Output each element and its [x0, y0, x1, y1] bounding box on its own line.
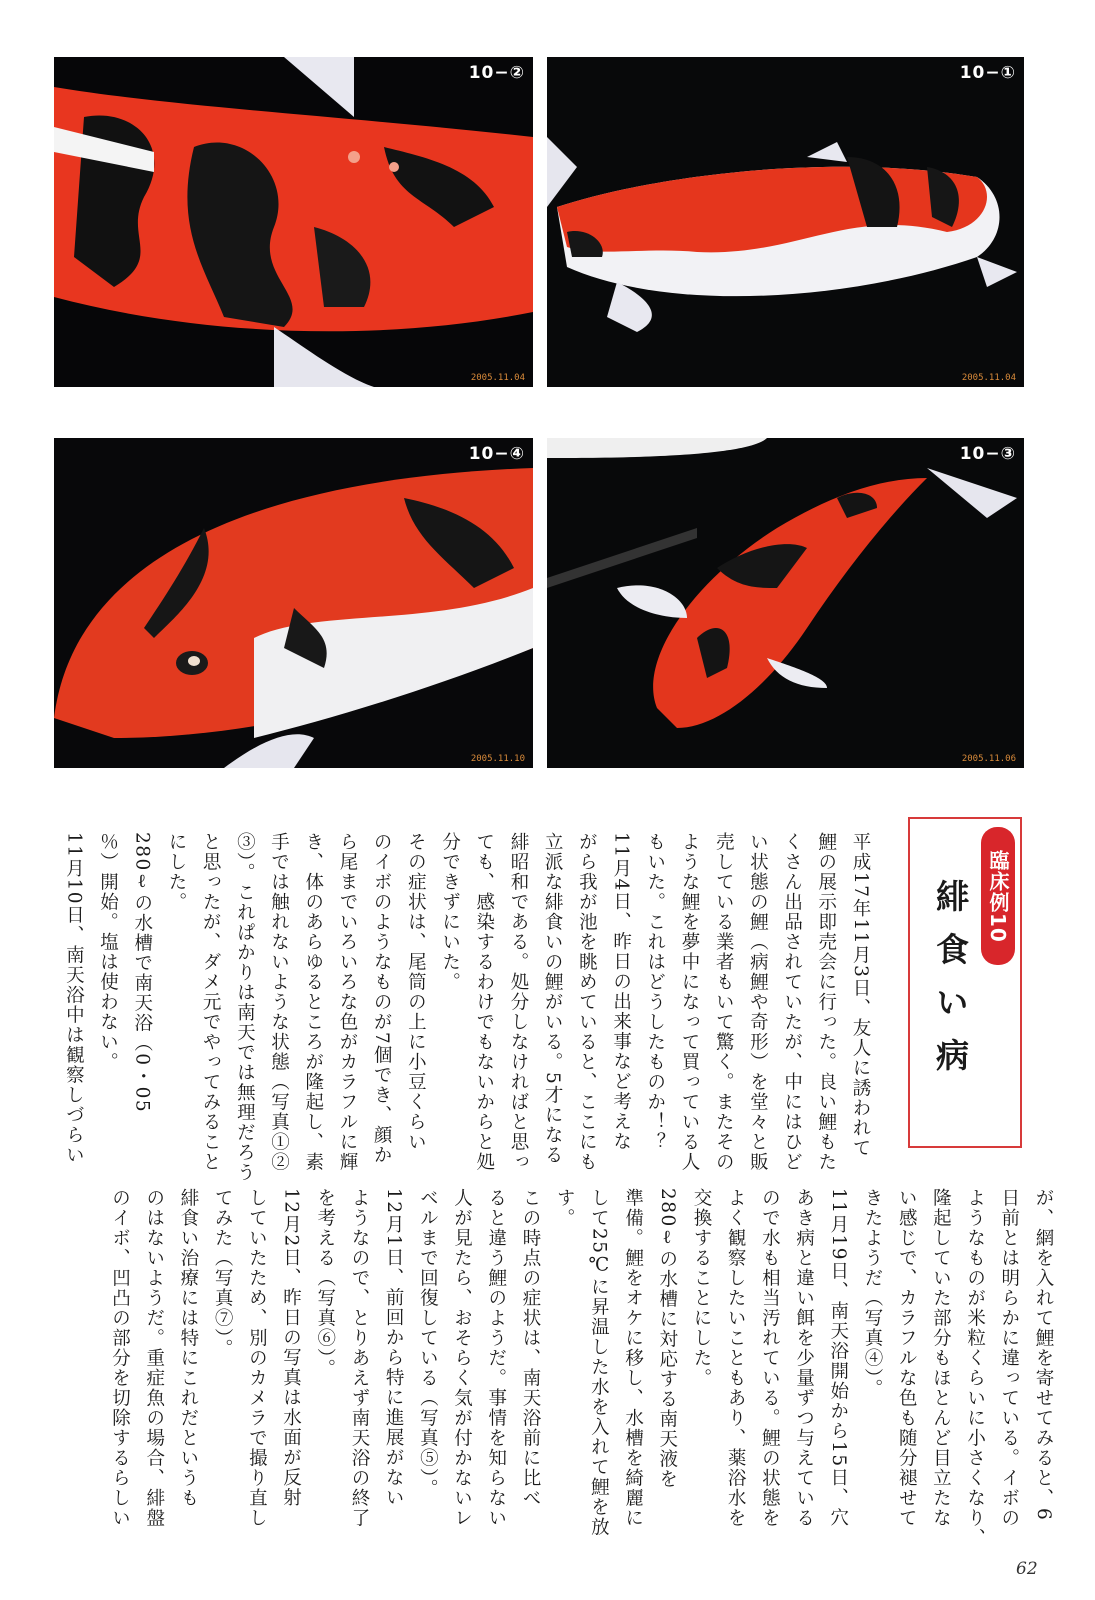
text-line: 11月4日、昨日の出来事など考えな	[610, 832, 632, 1152]
koi-photo-10-1	[547, 57, 1024, 387]
photo-date: 2005.11.06	[961, 754, 1016, 764]
photo-date: 2005.11.04	[961, 373, 1016, 383]
text-line: 日前とは明らかに違っている。イボの	[998, 1188, 1020, 1528]
text-line: と思ったが、ダメ元でやってみること	[200, 832, 222, 1172]
photo-label: 10−④	[468, 444, 525, 464]
text-line: のイボのようなものが7個でき、顔か	[371, 832, 393, 1166]
text-line: 280ℓの水槽で南天浴（0・05	[131, 832, 153, 1114]
koi-full-body-image	[547, 57, 1024, 387]
text-line: が、網を入れて鯉を寄せてみると、6	[1033, 1188, 1054, 1522]
koi-head-image	[54, 438, 533, 768]
text-line: ③）。これぱかりは南天では無理だろう	[234, 832, 256, 1183]
text-line: い状態の鯉（病鯉や奇形）を堂々と販	[747, 832, 769, 1172]
text-line: ような鯉を夢中になって買っている人	[678, 832, 700, 1172]
body-text-lower	[109, 1188, 1060, 1548]
text-line: あき病と違い餌を少量ずつ与えている	[793, 1188, 815, 1528]
text-line: 緋食い治療には特にこれだというも	[177, 1188, 199, 1508]
text-line: ると違う鯉のようだ。事情を知らない	[485, 1188, 507, 1528]
text-line: のはないようだ。重症魚の場合、緋盤	[143, 1188, 165, 1528]
text-line: 緋昭和である。処分しなければと思っ	[507, 832, 529, 1172]
text-line: 人が見たら、おそらく気が付かないレ	[451, 1188, 473, 1528]
photo-date: 2005.11.10	[470, 754, 525, 764]
case-title-box	[908, 817, 1022, 1148]
text-line: 交換することにした。	[690, 1188, 712, 1388]
text-line: を考える（写真⑥）。	[314, 1188, 336, 1379]
text-line: てみた（写真⑦）。	[212, 1188, 234, 1359]
text-line: ベルまで回復している（写真⑤）。	[417, 1188, 439, 1499]
text-line: 11月10日、南天浴中は観察しづらい	[63, 832, 85, 1166]
text-line: にした。	[165, 832, 187, 912]
text-line: 12月1日、前回から特に進展がない	[383, 1188, 405, 1508]
text-line: がら我が池を眺めていると、ここにも	[576, 832, 598, 1172]
text-line: 鯉の展示即売会に行った。良い鯉もた	[815, 832, 837, 1172]
text-line: その症状は、尾筒の上に小豆くらい	[405, 832, 427, 1152]
text-line: 280ℓの水槽に対応する南天液を	[656, 1188, 678, 1490]
text-line: す。	[554, 1188, 576, 1228]
text-line: 平成17年11月3日、友人に誘われて	[850, 832, 871, 1159]
text-line: ても、感染するわけでもないからと処	[473, 832, 495, 1172]
koi-photo-10-2	[54, 57, 533, 387]
koi-photo-10-3	[547, 438, 1024, 768]
text-line: 売している業者もいて驚く。またその	[713, 832, 735, 1172]
case-number-badge: 臨床例10	[981, 827, 1015, 965]
koi-closeup-image	[54, 57, 533, 387]
text-line: い感じで、カラフルな色も随分褪せて	[896, 1188, 918, 1528]
text-line: きたようだ（写真④）。	[861, 1188, 883, 1399]
text-line: ％）開始。塩は使わない。	[97, 832, 119, 1072]
text-line: き、体のあらゆるところが隆起し、素	[302, 832, 324, 1172]
koi-photo-10-4	[54, 438, 533, 768]
photo-date: 2005.11.04	[470, 373, 525, 383]
body-text-upper	[63, 832, 877, 1183]
text-line: 準備。鯉をオケに移し、水槽を綺麗に	[622, 1188, 644, 1528]
koi-top-view-image	[547, 438, 1024, 768]
text-line: ようなので、とりあえず南天浴の終了	[348, 1188, 370, 1528]
text-line: 11月19日、南天浴開始から15日、穴	[827, 1188, 849, 1528]
text-line: ので水も相当汚れている。鯉の状態を	[759, 1188, 781, 1528]
page-number: 62	[1016, 1559, 1038, 1579]
text-line: ようなものが米粒くらいに小さくなり、	[964, 1188, 986, 1548]
text-line: 立派な緋食いの鯉がいる。5才になる	[542, 832, 564, 1166]
text-line: よく観察したいこともあり、薬浴水を	[725, 1188, 747, 1528]
text-line: 12月2日、昨日の写真は水面が反射	[280, 1188, 302, 1508]
text-line: 手では触れないような状態（写真①②	[268, 832, 290, 1172]
text-line: して25℃に昇温した水を入れて鯉を放	[588, 1188, 610, 1538]
text-line: 分できずにいた。	[439, 832, 461, 992]
text-line: ら尾までいろいろな色がカラフルに輝	[336, 832, 358, 1172]
case-title: 緋食い病	[931, 879, 970, 1091]
text-line: のイボ、凹凸の部分を切除するらしい	[109, 1188, 131, 1528]
photo-label: 10−③	[959, 444, 1016, 464]
photo-label: 10−②	[468, 63, 525, 83]
text-line: していたため、別のカメラで撮り直し	[246, 1188, 268, 1528]
text-line: もいた。これはどうしたものか！？	[644, 832, 666, 1152]
text-line: この時点の症状は、南天浴前に比べ	[519, 1188, 541, 1508]
text-line: 隆起していた部分もほとんど目立たな	[930, 1188, 952, 1528]
text-line: くさん出品されていたが、中にはひど	[781, 832, 803, 1172]
photo-label: 10−①	[959, 63, 1016, 83]
